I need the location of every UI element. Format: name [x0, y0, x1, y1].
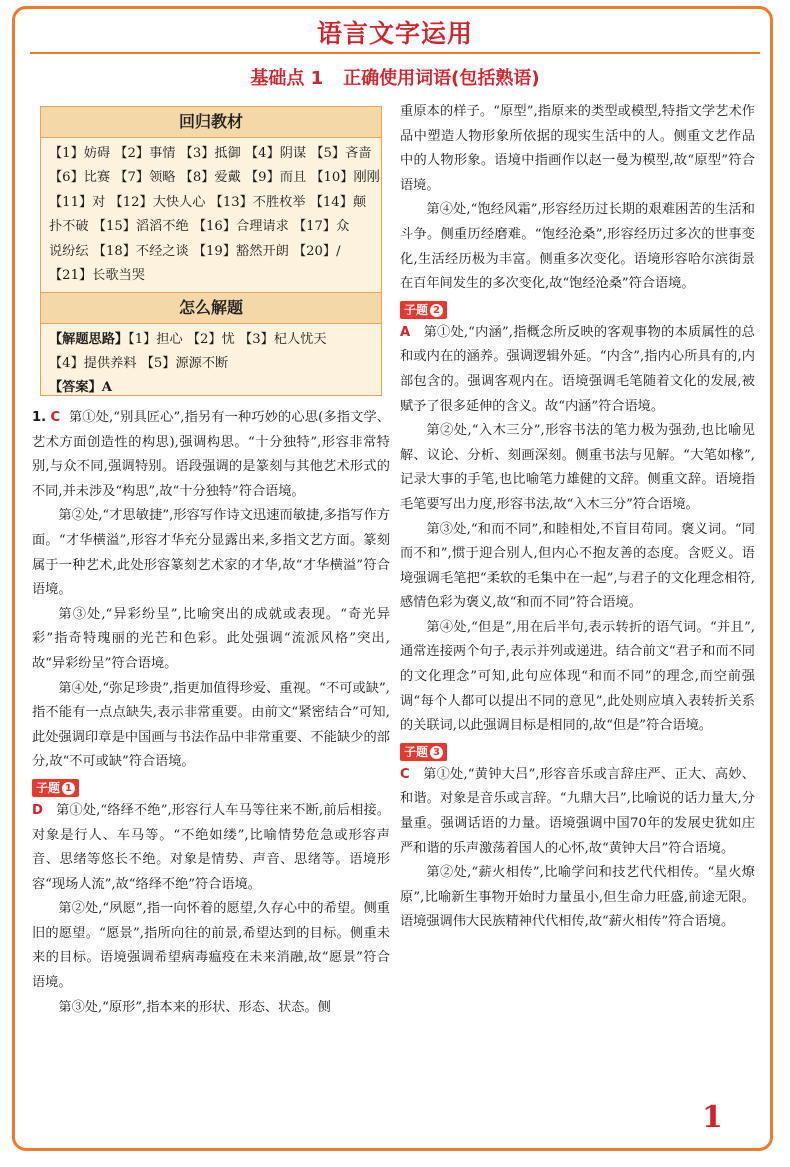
paragraph: 第②处,“夙愿”,指一向怀着的愿望,久存心中的希望。侧重旧的愿望。“愿景”,指所向往的前景,希望达到的目标。侧重未来的目标。语境强调希望病毒瘟疫在未来消融,故“愿景”符合语境。: [32, 901, 390, 991]
answer-grid: [41, 138, 381, 292]
subquestion-badge: [400, 301, 447, 319]
subtitle-point: 基础点 1: [250, 68, 324, 89]
answer-letter: D: [32, 802, 43, 818]
method-line: 【4】提供养料 【5】源源不断: [49, 356, 229, 372]
paragraph: 第③处,“异彩纷呈”,比喻突出的成就或表现。“奇光异彩”指奇特瑰丽的光芒和色彩。此处强调“流派风格”突出,故“异彩纷呈”符合语境。: [32, 606, 390, 671]
paragraph-text: 第①处,“黄钟大吕”,形容音乐或言辞庄严、正大、高妙、和谐。对象是音乐或言辞。“九鼎大吕”,比喻说的话力量大,分量重。强调话语的力量。语境强调中国70年的发展史犹如庄严和谐的乐声激荡着国人的心怀,故“黄钟大吕”符合语境。: [400, 766, 755, 856]
subquestion-label: 子题: [36, 780, 61, 795]
paragraph-text: 第①处,“络绎不绝”,形容行人车马等往来不断,前后相接。对象是行人、车马等。“不绝如缕”,比喻情势危急或形容声音、思绪等悠长不绝。对象是情势、声音、思绪等。语境形容“现场人流”,故“络绎不绝”符合语境。: [32, 802, 390, 892]
question-number: 1.: [32, 410, 47, 425]
subquestion-2-header: [400, 299, 755, 321]
method-line: 【1】担心 【2】忧 【3】杞人忧天: [128, 332, 327, 348]
page-number: 1: [702, 1100, 723, 1135]
title-rule: [30, 52, 760, 54]
subquestion-number: 3: [430, 746, 443, 759]
paragraph-text: 第①处,“内涵”,指概念所反映的客观事物的本质属性的总和或内在的涵养。强调逻辑外延。“内含”,指内心所具有的,内部包含的。强调客观内在。语境强调毛笔随着文化的发展,被赋予了很多延伸的含义。故“内涵”符合语境。: [400, 324, 755, 414]
subquestion-label: 子题: [404, 302, 429, 317]
method-title: 怎么解题: [41, 292, 381, 324]
answer-row: 【11】对 【12】大快人心 【13】不胜枚举 【14】颠: [49, 194, 367, 210]
right-column: [400, 100, 755, 935]
answer-row: 扑不破 【15】滔滔不绝 【16】合理请求 【17】众: [49, 219, 350, 235]
paragraph: 第④处,“但是”,用在后半句,表示转折的语气词。“并且”,通常连接两个句子,表示并列或递进。结合前文“君子和而不同的文化理念”可知,此句应体现“和而不同”的理念,而空前强调“每个人都可以提出不同的意见”,此处则应填入表转折关系的关联词,以此强调目标是相同的,故“但是”符合语境。: [400, 619, 755, 734]
answer-value: A: [101, 380, 112, 396]
paragraph: 重原本的样子。“原型”,指原来的类型或模型,特指文学艺术作品中塑造人物形象所依据的现实生活中的人。侧重文艺作品中的人物形象。语境中指画作以赵一曼为模型,故“原型”符合语境。: [400, 104, 755, 193]
review-box: [40, 106, 382, 396]
method-label: 【解题思路】: [49, 332, 129, 348]
section-subtitle: [0, 64, 790, 90]
paragraph: 第④处,“饱经风霜”,形容经历过长期的艰难困苦的生活和斗争。侧重历经磨难。“饱经沧桑”,形容经历过多次的世事变化,生活经历极为丰富。侧重多次变化。语境形容哈尔滨街景在百年间发生的多次变化,故“饱经沧桑”符合语境。: [400, 202, 755, 292]
answer-label: 【答案】: [49, 380, 102, 396]
subquestion-1-header: [32, 777, 390, 799]
question-1-para: [32, 406, 390, 504]
subquestion-number: 2: [430, 304, 443, 317]
paragraph: 第②处,“才思敏捷”,形容写作诗文迅速而敏捷,多指写作方面。“才华横溢”,形容才华充分显露出来,多指文艺方面。篆刻属于一种艺术,此处形容篆刻艺术家的才华,故“才华横溢”符合语境。: [32, 508, 390, 598]
review-box-title: 回归教材: [41, 107, 381, 138]
answer-letter: C: [400, 766, 410, 782]
page-title: 语言文字运用: [316, 19, 473, 48]
subquestion-1-para: [32, 799, 390, 897]
answer-letter: A: [400, 324, 411, 340]
subquestion-label: 子题: [404, 744, 429, 759]
paragraph-text: 第①处,“别具匠心”,指另有一种巧妙的心思(多指文学、艺术方面创造性的构思),强调构思。“十分独特”,形容非常特别,与众不同,强调特别。语段强调的是篆刻与其他艺术形式的不同,并未涉及“构思”,故“十分独特”符合语境。: [32, 410, 390, 499]
method-body: [41, 324, 381, 404]
subquestion-2-para: [400, 321, 755, 419]
subquestion-number: 1: [62, 782, 75, 795]
question-letter: C: [50, 410, 61, 425]
left-column: [32, 406, 390, 1020]
subquestion-3-para: [400, 763, 755, 861]
answer-row: 【21】长歌当哭: [49, 268, 145, 284]
answer-row: 【6】比赛 【7】领略 【8】爱戴 【9】而且 【10】刚刚: [49, 170, 380, 186]
subquestion-badge: [400, 743, 447, 761]
answer-row: 【1】妨碍 【2】事情 【3】抵御 【4】阴谋 【5】吝啬: [49, 146, 372, 161]
subquestion-badge: [32, 779, 79, 797]
answer-row: 说纷纭 【18】不经之谈 【19】豁然开朗 【20】/: [49, 243, 341, 259]
paragraph: 第③处,“原形”,指本来的形状、形态、状态。侧: [58, 999, 331, 1015]
paragraph: 第③处,“和而不同”,和睦相处,不盲目苟同。褒义词。“同而不和”,惯于迎合别人,但内心不抱友善的态度。含贬义。语境强调毛笔把“柔软的毛集中在一起”,与君子的文化理念相符,感情色彩为褒义,故“和而不同”符合语境。: [400, 521, 755, 611]
subtitle-text: 正确使用词语(包括熟语): [343, 68, 540, 89]
paragraph: 第④处,“弥足珍贵”,指更加值得珍爱、重视。“不可或缺”,指不能有一点点缺失,表示非常重要。由前文“紧密结合”可知,此处强调印章是中国画与书法作品中非常重要、不能缺少的部分,故“不可或缺”符合语境。: [32, 680, 390, 770]
paragraph: 第②处,“入木三分”,形容书法的笔力极为强劲,也比喻见解、议论、分析、刻画深刻。侧重书法与见解。“大笔如椽”,记录大事的手笔,也比喻笔力雄健的文辞。侧重文辞。语境指毛笔要写出力度,形容书法,故“入木三分”符合语境。: [400, 423, 755, 512]
paragraph: 第②处,“薪火相传”,比喻学问和技艺代代相传。“星火燎原”,比喻新生事物开始时力量虽小,但生命力旺盛,前途无限。语境强调伟大民族精神代代相传,故“薪火相传”符合语境。: [400, 865, 755, 930]
subquestion-3-header: [400, 741, 755, 763]
